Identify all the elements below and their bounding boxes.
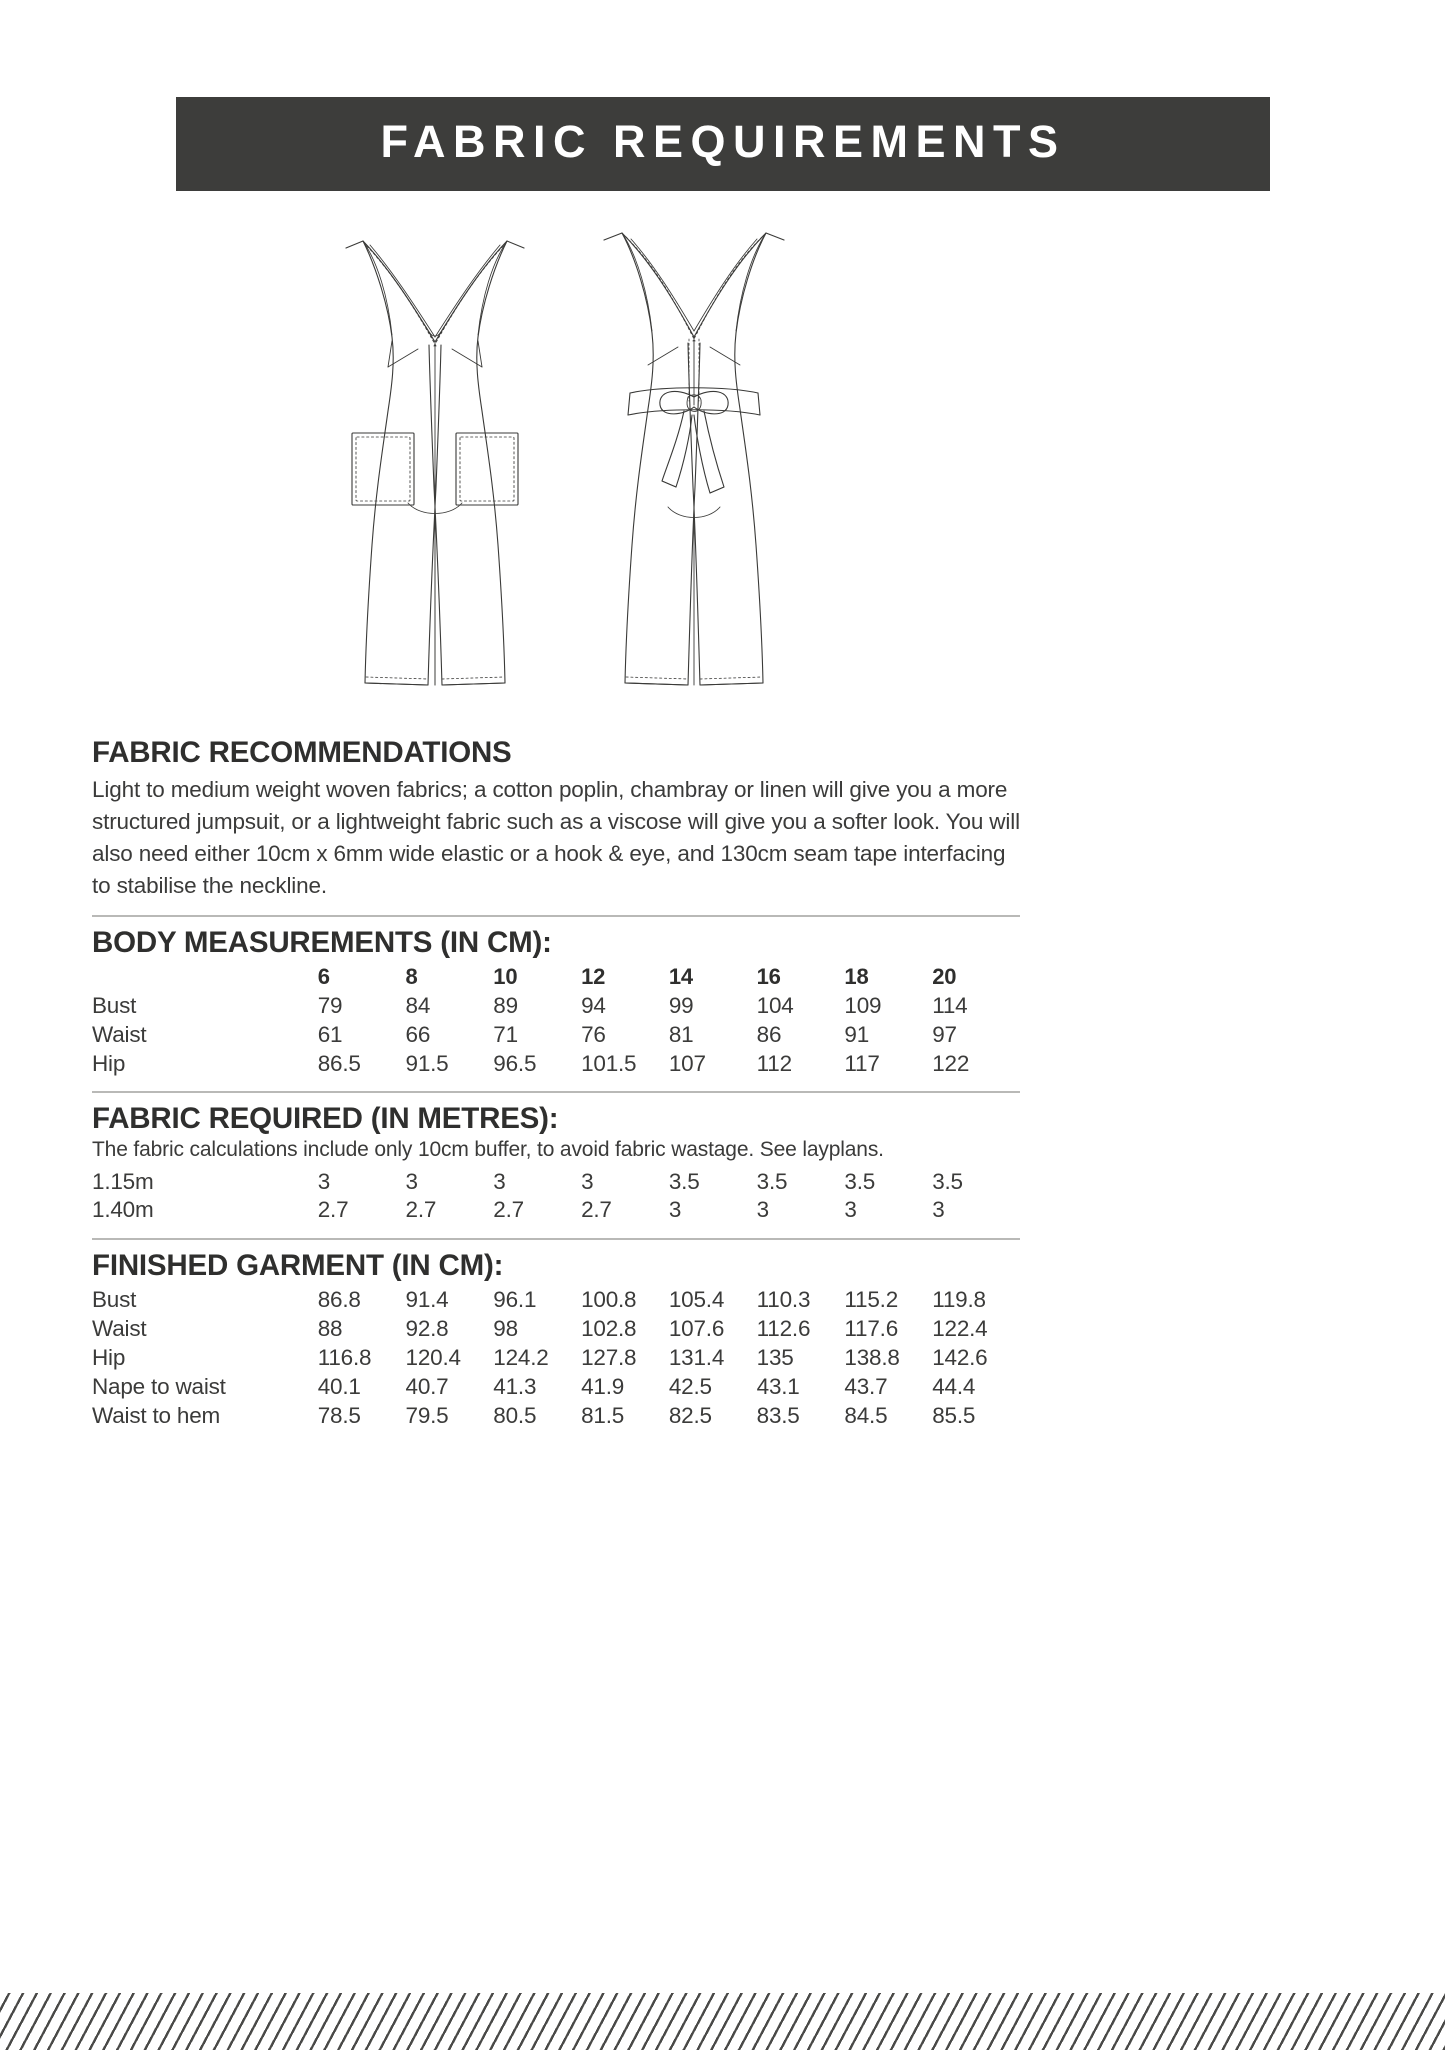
size-header: 18: [844, 963, 869, 989]
cell: 3: [317, 1168, 331, 1194]
section-divider: [92, 1091, 1020, 1093]
table-row: [92, 1168, 1020, 1197]
fabric-recommendations-body: Light to medium weight woven fabrics; a cotton poplin, chambray or linen will give you a more structured jumpsuit, or a lightweight fabric such as a viscose will give you a softer look. You will also need either 10cm x 6mm wide elastic or a hook & eye, and 130cm seam tape interfacing to stabilise the neckline.: [92, 777, 1020, 898]
cell: 89: [493, 992, 518, 1018]
cell: 86.5: [317, 1050, 361, 1076]
row-label: 1.15m: [92, 1168, 154, 1194]
cell: 99: [668, 992, 694, 1018]
finished-garment-table: [92, 1286, 1020, 1430]
table-row: [92, 1344, 1020, 1373]
cell: 3: [493, 1168, 506, 1194]
cell: 3.5: [668, 1168, 700, 1194]
row-label: Nape to waist: [92, 1373, 226, 1399]
cell: 3.5: [756, 1168, 788, 1194]
row-label: Waist: [92, 1316, 147, 1342]
cell: 96.1: [493, 1287, 537, 1313]
body-measurements-heading: BODY MEASUREMENTS (IN CM):: [92, 925, 552, 959]
cell: 81.5: [581, 1402, 625, 1428]
cell: 135: [756, 1344, 794, 1370]
cell: 2.7: [581, 1197, 612, 1223]
cell: 82.5: [668, 1402, 712, 1428]
cell: 66: [405, 1021, 431, 1047]
cell: 117.6: [844, 1316, 899, 1342]
cell: 116.8: [317, 1344, 372, 1370]
jumpsuit-back-technical-drawing: [604, 233, 784, 685]
fabric-required-note: The fabric calculations include only 10cm buffer, to avoid fabric wastage. See layplans.: [92, 1138, 884, 1162]
cell: 3: [581, 1168, 594, 1194]
cell: 107.6: [668, 1316, 725, 1342]
cell: 96.5: [493, 1050, 537, 1076]
fabric-required-table: [92, 1168, 1020, 1226]
cell: 84: [405, 992, 431, 1018]
cell: 79.5: [405, 1402, 449, 1428]
cell: 85.5: [932, 1402, 976, 1428]
cell: 79: [317, 992, 343, 1018]
fabric-required-heading: FABRIC REQUIRED (IN METRES):: [92, 1102, 559, 1136]
cell: 88: [317, 1316, 343, 1342]
cell: 102.8: [581, 1316, 637, 1342]
cell: 100.8: [581, 1287, 637, 1313]
cell: 92.8: [405, 1316, 449, 1342]
cell: 127.8: [581, 1344, 637, 1370]
row-label-header: [92, 963, 318, 992]
cell: 2.7: [405, 1197, 437, 1223]
cell: 86.8: [317, 1287, 361, 1313]
cell: 91.5: [405, 1050, 449, 1076]
section-divider: [92, 1238, 1020, 1240]
table-row: [92, 1373, 1020, 1402]
cell: 81: [668, 1021, 694, 1047]
cell: 97: [932, 1021, 957, 1047]
cell: 80.5: [493, 1402, 537, 1428]
cell: 122.4: [932, 1316, 988, 1342]
cell: 119.8: [932, 1287, 986, 1313]
cell: 117: [844, 1050, 880, 1076]
cell: 91: [844, 1021, 870, 1047]
cell: 101.5: [581, 1050, 637, 1076]
cell: 43.1: [756, 1373, 800, 1399]
cell: 40.7: [405, 1373, 449, 1399]
cell: 43.7: [844, 1373, 888, 1399]
cell: 76: [581, 1021, 606, 1047]
cell: 124.2: [493, 1344, 549, 1370]
cell: 110.3: [756, 1287, 811, 1313]
table-row: [92, 1286, 1020, 1315]
cell: 138.8: [844, 1344, 900, 1370]
cell: 41.9: [581, 1373, 625, 1399]
table-row: [92, 1050, 1020, 1079]
cell: 112.6: [756, 1316, 811, 1342]
cell: 131.4: [668, 1344, 725, 1370]
size-header: 12: [581, 963, 606, 989]
page-banner: [176, 97, 1270, 191]
row-label: Waist: [92, 1021, 147, 1047]
row-label: Hip: [92, 1344, 126, 1370]
table-row: [92, 1402, 1020, 1431]
cell: 105.4: [668, 1287, 725, 1313]
cell: 112: [756, 1050, 792, 1076]
cell: 42.5: [668, 1373, 712, 1399]
row-label: 1.40m: [92, 1197, 154, 1223]
cell: 3.5: [932, 1168, 963, 1194]
row-label: Bust: [92, 1287, 137, 1313]
table-row: [92, 992, 1020, 1021]
cell: 3.5: [844, 1168, 876, 1194]
cell: 107: [668, 1050, 706, 1076]
jumpsuit-front-technical-drawing: [346, 241, 524, 685]
row-label: Bust: [92, 992, 137, 1018]
cell: 83.5: [756, 1402, 800, 1428]
cell: 86: [756, 1021, 782, 1047]
table-row: [92, 1196, 1020, 1225]
row-label: Hip: [92, 1050, 126, 1076]
fabric-recommendations-heading: FABRIC RECOMMENDATIONS: [92, 736, 512, 769]
cell: 3: [405, 1168, 418, 1194]
size-header: 14: [668, 963, 693, 989]
cell: 142.6: [932, 1344, 988, 1370]
size-header: 10: [493, 963, 518, 989]
section-divider: [92, 915, 1020, 917]
finished-garment-heading: FINISHED GARMENT (IN CM):: [92, 1249, 504, 1283]
cell: 115.2: [844, 1287, 899, 1313]
cell: 109: [844, 992, 882, 1018]
table-header-row: [92, 963, 1020, 992]
document-content: [92, 736, 1020, 1430]
size-header: 16: [756, 963, 781, 989]
size-header: 8: [405, 963, 418, 989]
table-row: [92, 1021, 1020, 1050]
cell: 2.7: [317, 1197, 349, 1223]
cell: 3: [932, 1197, 945, 1223]
cell: 3: [756, 1197, 769, 1223]
cell: 122: [932, 1050, 970, 1076]
cell: 3: [844, 1197, 857, 1223]
footer-stripe-band: [0, 1993, 1445, 2050]
cell: 3: [668, 1197, 682, 1223]
body-measurements-table: [92, 963, 1020, 1079]
cell: 61: [317, 1021, 343, 1047]
cell: 71: [493, 1021, 518, 1047]
row-label: Waist to hem: [92, 1402, 221, 1428]
cell: 120.4: [405, 1344, 461, 1370]
cell: 94: [581, 992, 606, 1018]
cell: 84.5: [844, 1402, 888, 1428]
cell: 104: [756, 992, 794, 1018]
technical-drawings: [300, 215, 820, 725]
page-title: FABRIC REQUIREMENTS: [380, 116, 1066, 167]
cell: 98: [493, 1316, 518, 1342]
cell: 2.7: [493, 1197, 524, 1223]
cell: 78.5: [317, 1402, 361, 1428]
cell: 91.4: [405, 1287, 449, 1313]
table-row: [92, 1315, 1020, 1344]
cell: 44.4: [932, 1373, 976, 1399]
cell: 41.3: [493, 1373, 537, 1399]
size-header: 20: [932, 963, 957, 989]
cell: 114: [932, 992, 968, 1018]
cell: 40.1: [317, 1373, 361, 1399]
size-header: 6: [317, 963, 330, 989]
